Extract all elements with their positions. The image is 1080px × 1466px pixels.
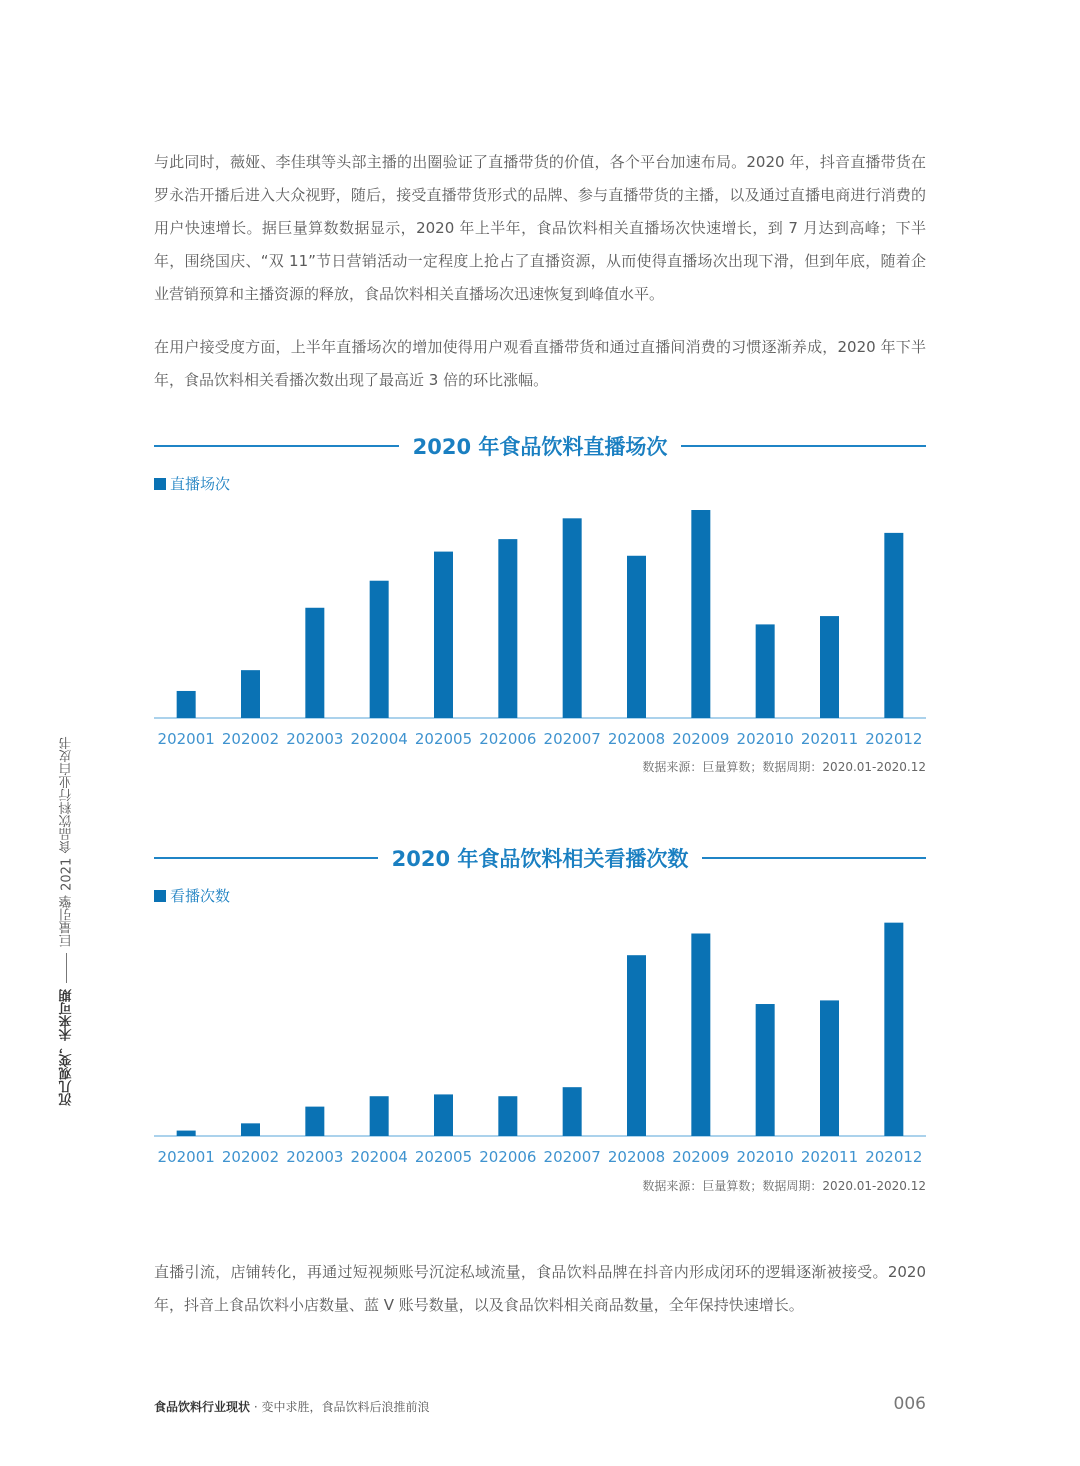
title-rule-left [154,445,399,447]
tick-label-202001: 202001 [157,730,215,748]
side-running-title [56,686,78,1106]
chart2-legend [154,885,230,906]
bar-202011 [820,1000,839,1136]
page-number: 006 [893,1394,926,1414]
tick-label-202002: 202002 [221,730,280,748]
chart1-live-sessions [150,500,930,750]
bar-202004 [370,581,389,718]
tick-label-202012: 202012 [865,1148,923,1166]
tick-label-202008: 202008 [607,1148,666,1166]
tick-label-202010: 202010 [736,730,794,748]
bar-202003 [305,1107,324,1136]
tick-label-202012: 202012 [865,730,923,748]
bar-202006 [498,539,517,718]
bar-202003 [305,608,324,718]
side-report-name: 巨量引擎 2021 食品饮料行业白皮书 [59,736,75,947]
page-footer [154,1398,429,1415]
intro-paragraph: 与此同时，薇娅、李佳琪等头部主播的出圈验证了直播带货的价值，各个平台加速布局。2020 年，抖音直播带货在罗永浩开播后进入大众视野，随后，接受直播带货形式的品牌、参与直播带货的主播，以及通过直播电商进行消费的用户快速增长。据巨量算数数据显示，2020 年上半年，食品饮料相关直播场次快速增长，到 7 月达到高峰；下半年，围绕国庆、“双 11”节日营销活动一定程度上抢占了直播资源，从而使得直播场次出现下滑，但到年底，随着企业营销预算和主播资源的释放，食品饮料相关直播场次迅速恢复到峰值水平。 [154,153,926,303]
tick-label-202007: 202007 [543,730,601,748]
tick-label-202002: 202002 [221,1148,280,1166]
tick-label-202011: 202011 [800,1148,859,1166]
bar-202002 [241,670,260,718]
bar-202010 [756,624,775,718]
bar-202005 [434,552,453,718]
chart2-view-counts [150,905,930,1170]
closing-paragraph: 直播引流，店铺转化，再通过短视频账号沉淀私域流量，食品饮料品牌在抖音内形成闭环的逻辑逐渐被接受。2020 年，抖音上食品饮料小店数量、蓝 V 账号数量，以及食品饮料相关商品数量，全年保持快速增长。 [154,1263,926,1314]
bar-202011 [820,616,839,718]
tick-label-202006: 202006 [479,1148,537,1166]
chart2-title-row [154,843,926,873]
tick-label-202003: 202003 [286,730,344,748]
bar-202009 [691,934,710,1136]
tick-label-202007: 202007 [543,1148,601,1166]
tick-label-202006: 202006 [479,730,537,748]
bar-202007 [563,1087,582,1136]
bar-202002 [241,1123,260,1136]
chart1-title: 2020 年食品饮料直播场次 [412,435,668,459]
tick-label-202009: 202009 [672,730,730,748]
tick-label-202003: 202003 [286,1148,344,1166]
chart1-legend [154,473,230,494]
bar-202006 [498,1096,517,1136]
footer-subtitle: · 变中求胜，食品饮料后浪推前浪 [250,1400,430,1414]
chart1-title-row [154,431,926,461]
chart1-source: 数据来源：巨量算数；数据周期：2020.01-2020.12 [642,760,926,774]
chart2-legend-label: 看播次数 [170,887,231,905]
tick-label-202004: 202004 [350,1148,408,1166]
bar-202001 [177,691,196,718]
bar-202012 [884,923,903,1136]
bar-202012 [884,533,903,718]
side-slogan: 沉几观变，未来可期 [59,989,75,1106]
user-acceptance-paragraph: 在用户接受度方面，上半年直播场次的增加使得用户观看直播带货和通过直播间消费的习惯逐渐养成，2020 年下半年，食品饮料相关看播次数出现了最高近 3 倍的环比涨幅。 [154,338,926,389]
tick-label-202005: 202005 [414,730,473,748]
chart1-legend-label: 直播场次 [170,475,231,493]
tick-label-202005: 202005 [414,1148,473,1166]
tick-label-202008: 202008 [607,730,666,748]
bar-202008 [627,955,646,1136]
bar-202009 [691,510,710,718]
bar-202010 [756,1004,775,1136]
chart2-source: 数据来源：巨量算数；数据周期：2020.01-2020.12 [642,1179,926,1193]
tick-label-202011: 202011 [800,730,859,748]
tick-label-202004: 202004 [350,730,408,748]
tick-label-202001: 202001 [157,1148,215,1166]
bar-202005 [434,1094,453,1136]
bar-202007 [563,518,582,718]
legend-swatch [154,478,166,490]
tick-label-202010: 202010 [736,1148,794,1166]
tick-label-202009: 202009 [672,1148,730,1166]
bar-202004 [370,1096,389,1136]
bar-202008 [627,556,646,718]
footer-section: 食品饮料行业现状 [154,1400,251,1414]
chart2-title: 2020 年食品饮料相关看播次数 [391,847,689,871]
bar-202001 [177,1131,196,1136]
title-rule-left [154,857,378,859]
title-rule-right [702,857,926,859]
title-rule-right [681,445,926,447]
side-divider [67,953,68,983]
legend-swatch [154,890,166,902]
